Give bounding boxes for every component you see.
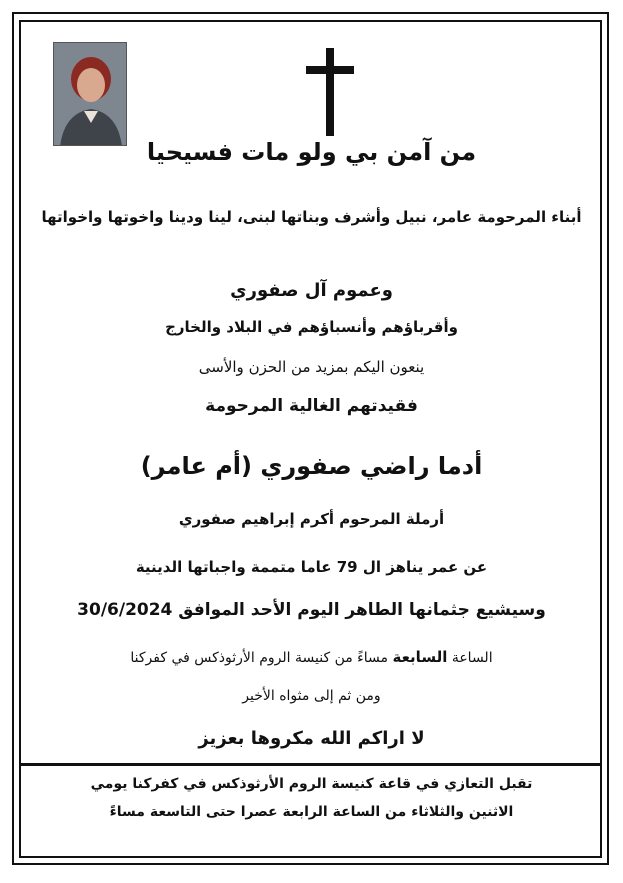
closing-line: لا اراكم الله مكروها بعزيز bbox=[198, 728, 425, 749]
mourn-line: ينعون اليكم بمزيد من الحزن والأسى bbox=[198, 358, 425, 376]
funeral-date-line: وسيشيع جثمانها الطاهر اليوم الأحد الموافق 30/6/2024 bbox=[77, 600, 546, 620]
separator bbox=[21, 763, 600, 766]
time-hour: السابعة bbox=[392, 648, 448, 666]
family-line: وعموم آل صفوري bbox=[230, 280, 393, 301]
sons-daughters-line: أبناء المرحومة عامر، نبيل وأشرف وبناتها لبنى، لينا ودينا واخوتها واخواتها bbox=[41, 208, 582, 226]
condolence-line-1: تقبل التعازي في قاعة كنيسة الروم الأرثوذكس في كفركنا يومي bbox=[90, 776, 533, 792]
deceased-intro: فقيدتهم الغالية المرحومة bbox=[205, 396, 418, 416]
condolence-line-2: الاثنين والثلاثاء من الساعة الرابعة عصرا حتى التاسعة مساءً bbox=[109, 804, 514, 820]
cross-icon bbox=[300, 42, 360, 142]
portrait-photo bbox=[53, 42, 127, 146]
funeral-time-line bbox=[28, 648, 595, 666]
time-place: مساءً من كنيسة الروم الأرثوذكس في كفركنا bbox=[130, 650, 389, 666]
widow-line: أرملة المرحوم أكرم إبراهيم صفوري bbox=[178, 510, 445, 528]
relatives-line: وأقرباؤهم وأنسباؤهم في البلاد والخارج bbox=[165, 318, 458, 336]
time-word: الساعة bbox=[451, 650, 493, 666]
deceased-name: أدما راضي صفوري (أم عامر) bbox=[140, 452, 483, 480]
age-line: عن عمر يناهز ال 79 عاما متممة واجباتها الدينية bbox=[135, 558, 488, 576]
page-title: من آمن بي ولو مات فسيحيا bbox=[146, 138, 477, 166]
burial-line: ومن ثم إلى مثواه الأخير bbox=[242, 688, 381, 704]
